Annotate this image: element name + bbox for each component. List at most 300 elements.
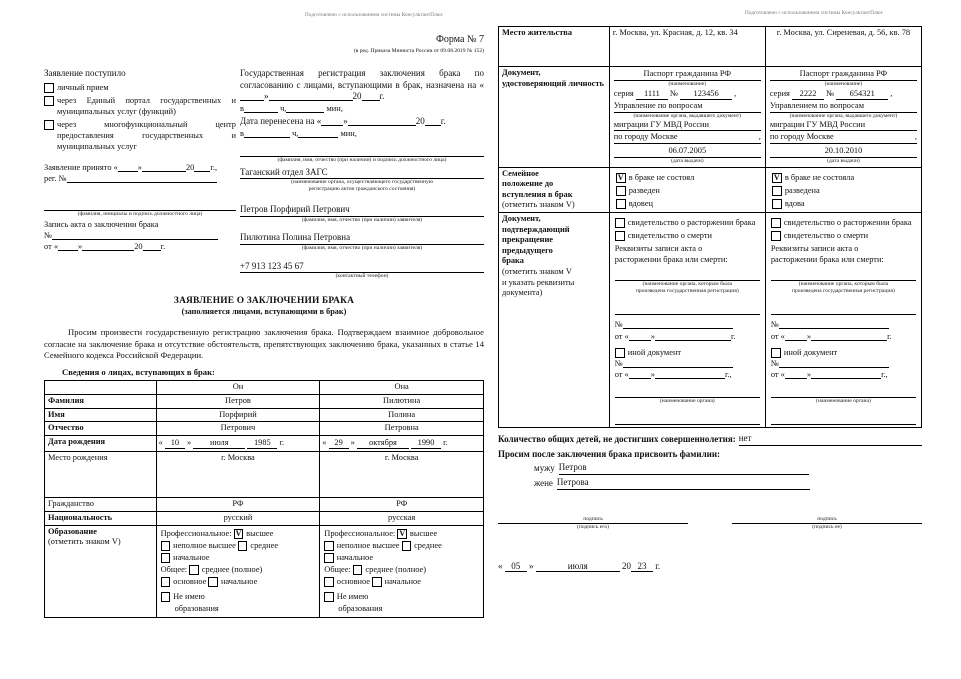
prev-other-from-mid-her: » [806, 369, 812, 379]
intake-option-label: через многофункциональный центр предоставления государственных и муниципальных услуг [57, 119, 236, 151]
prev-other-month-field-her[interactable] [811, 369, 861, 379]
registration-year-label: 20 [352, 91, 362, 102]
prev-no-line-him [615, 319, 760, 330]
edu-none-him: Не имею [173, 591, 205, 601]
identity-issuer2-him: миграции ГУ МВД России [614, 120, 761, 132]
accepted-year-field[interactable] [194, 162, 210, 172]
prev-month-field-her[interactable] [811, 331, 865, 341]
marital-label-1: Семейное [502, 168, 539, 178]
applicant-phone: +7 913 123 45 67 [240, 261, 484, 274]
intake-and-registration [44, 68, 484, 280]
postponed-minute-field[interactable] [298, 128, 338, 138]
edu-general-primary-him: начальное [220, 576, 258, 586]
prev-requisites-him-2: расторжении брака или смерти: [614, 255, 728, 265]
signature-caption-him: (подпись его) [576, 523, 610, 530]
row-label-prev-marriage [499, 212, 610, 427]
act-suffix: г. [160, 242, 166, 252]
education-label-hint: (отметить знаком V) [48, 537, 121, 547]
signature-label-him: подпись [583, 515, 603, 522]
official-signature-caption: (фамилия, инициалы и подпись должностного лица) [77, 211, 203, 217]
marital-label-4: (отметить знаком V) [502, 200, 575, 210]
accepted-month-field[interactable] [142, 162, 186, 172]
edu-general-basic-her: основное [336, 576, 371, 586]
registration-month-field[interactable] [269, 91, 353, 101]
cell-surname-him: Петров [156, 394, 320, 408]
edu-general-basic-him: основное [173, 576, 207, 586]
edu-none-him-line2: образования [174, 603, 219, 613]
prev-other-from-label-her: от « [770, 369, 785, 379]
birth-month-her: октября [357, 438, 409, 450]
birth-year-him: 1985 [247, 438, 277, 450]
edu-prof-row-him [161, 529, 316, 540]
act-date-line [44, 241, 236, 252]
edu-general-full-her: среднее (полное) [365, 564, 427, 574]
number-value-her: 654321 [836, 89, 888, 101]
prev-org-field-her[interactable] [771, 270, 916, 281]
husband-label: мужу [534, 463, 555, 474]
identity-date-her: 20.10.2010 [770, 146, 917, 158]
cell-birthdate-her: « 29 » октября 1990 г. [320, 435, 484, 452]
intake-option-mfc[interactable] [44, 119, 236, 152]
prev-date-line-him [615, 331, 760, 342]
prev-year-field-her[interactable] [865, 331, 887, 341]
identity-docname-caption-her: (наименование) [824, 80, 863, 87]
marital-label-her-2: вдова [784, 198, 805, 208]
identity-issuer3-him: по городу Москве , [614, 132, 761, 144]
identity-issuer1-her: Управлением по вопросам [770, 101, 917, 113]
intake-option-personal[interactable] [44, 82, 236, 93]
cell-firstname-her: Полина [320, 408, 484, 422]
prev-orgname-field-her[interactable] [771, 387, 916, 398]
applicant-caption-him: (фамилия, имя, отчество (при наличии) заявителя) [301, 216, 423, 223]
table-row-identity [499, 67, 922, 168]
checkbox-icon[interactable] [615, 348, 625, 358]
prev-org-caption-him-2: произведена государственная регистрация) [635, 288, 739, 295]
checkbox-icon[interactable] [44, 120, 54, 130]
cell-marital-him [609, 167, 765, 212]
registration-text-body: Государственная регистрация заключения брака по согласованию с лицами, вступающими в брак, назначена на « [240, 68, 484, 90]
edu-prof-higher-him: высшее [246, 528, 274, 538]
act-day-field[interactable] [58, 241, 78, 251]
registration-hours-label: ч, [280, 103, 287, 113]
accepted-prefix: Заявление принято « [44, 162, 118, 172]
cell-prev-marriage-him [609, 212, 765, 427]
prev-date-line-her [771, 331, 916, 342]
col-header-her: Она [320, 381, 484, 395]
prev-requisites-her-1: Реквизиты записи акта о [770, 243, 859, 253]
row-label-citizenship: Гражданство [45, 498, 157, 512]
prev-other-year-field-him[interactable] [705, 369, 725, 379]
prev-divorce-label-him: свидетельство о расторжении брака [627, 217, 756, 227]
date-year-prefix: 20 [622, 560, 631, 571]
prev-from-label-him: от « [614, 331, 629, 341]
marital-label-him-1: разведен [628, 185, 660, 195]
identity-date-caption-him: (дата выдачи) [670, 157, 704, 164]
prev-other-date-line-him [615, 369, 760, 380]
prev-no-field-him[interactable] [623, 319, 733, 329]
official-signature-line[interactable] [44, 200, 236, 211]
identity-issuer3-text-her: по городу Москве [769, 132, 834, 142]
prev-day-field-him[interactable] [629, 331, 651, 341]
checkbox-icon[interactable] [324, 553, 334, 563]
postponed-minutes-label: мин, [340, 128, 357, 138]
marital-option-her-divorced[interactable] [772, 185, 915, 196]
series-label-him: серия [613, 88, 634, 98]
identity-issuer-caption-her: (наименование органа, выдавшего документ) [789, 112, 898, 119]
checkbox-icon[interactable] [402, 541, 412, 551]
checkbox-icon[interactable] [772, 186, 782, 196]
prev-no-label-him: № [614, 320, 623, 330]
marital-label-her-1: разведена [784, 185, 820, 195]
postponed-day-field[interactable] [321, 116, 343, 126]
signature-block-him [498, 516, 688, 531]
row-label-marital [499, 167, 610, 212]
table-row [45, 394, 484, 408]
prev-opt-death-her[interactable] [771, 230, 916, 241]
prev-other-no-field-him[interactable] [623, 358, 733, 368]
prev-other-day-field-him[interactable] [629, 369, 651, 379]
postponed-in-label: в [240, 128, 244, 138]
prev-other-doc-her[interactable] [771, 347, 916, 358]
checkbox-icon[interactable] [397, 529, 407, 539]
checkbox-icon[interactable] [615, 218, 625, 228]
intake-heading: Заявление поступило [44, 68, 126, 78]
act-year-label: 20 [134, 242, 143, 252]
prev-opt-divorce-him[interactable] [615, 217, 760, 228]
prev-other-no-label-him: № [614, 358, 623, 368]
postponed-year-label: 20 [415, 115, 425, 126]
prev-from-mid-her: » [806, 331, 812, 341]
checkbox-icon[interactable] [324, 541, 334, 551]
reg-number-label: рег. № [44, 173, 67, 183]
cell-surname-her: Пилютина [320, 394, 484, 408]
prev-label-2: подтверждающий [502, 224, 570, 234]
prev-orgname-field-him[interactable] [615, 387, 760, 398]
cell-identity-him [609, 67, 765, 168]
cell-residence-her: г. Москва, ул. Сиреневая, д. 56, кв. 78 [765, 27, 921, 67]
prev-other-no-field-her[interactable] [779, 358, 889, 368]
edu-primary-row-her [324, 553, 479, 564]
edu-general-basic-row-her [324, 577, 479, 588]
prev-org-caption-him-1: (наименование органа, которым была [642, 281, 732, 288]
postponed-year-field[interactable] [425, 116, 441, 126]
identity-issuer-caption-him: (наименование органа, выдавшего документ) [633, 112, 742, 119]
table-row-birthdate [45, 435, 484, 452]
cell-identity-her [765, 67, 921, 168]
prev-no-line-her [771, 319, 916, 330]
postponed-hour-field[interactable] [244, 128, 290, 138]
checkbox-icon[interactable] [161, 577, 171, 587]
table-row [45, 452, 484, 498]
table-row [45, 511, 484, 525]
prev-divorce-label-her: свидетельство о расторжении брака [783, 217, 912, 227]
identity-date-caption-her: (дата выдачи) [827, 157, 860, 164]
left-column [44, 26, 484, 618]
table-header-row [45, 381, 484, 395]
persons-heading: Сведения о лицах, вступающих в брак: [62, 367, 215, 378]
prev-orgname-caption-her: (наименование органа) [816, 398, 871, 405]
edu-general-label-him: Общее: [160, 564, 188, 574]
prev-label-6: (отметить знаком V [502, 266, 572, 276]
row-label-birthdate: Дата рождения [45, 435, 157, 452]
edu-prof-row-her [324, 529, 479, 540]
edu-general-label-her: Общее: [324, 564, 351, 574]
children-label: Количество общих детей, не достигших совершеннолетия: [498, 434, 736, 445]
row-label-surname: Фамилия [45, 394, 157, 408]
edu-general-basic-row-him [161, 577, 316, 588]
series-label-her: серия [769, 88, 790, 98]
row-label-education [45, 525, 157, 618]
act-from-label: от « [44, 242, 59, 252]
prev-day-field-her[interactable] [785, 331, 807, 341]
date-suffix: г. [655, 560, 661, 571]
intake-option-label: через Единый портал государственных и муниципальных услуг (функций) [57, 95, 236, 116]
prev-other-month-field-him[interactable] [655, 369, 705, 379]
prev-suffix-him: г. [730, 331, 736, 341]
checkbox-icon[interactable] [616, 186, 626, 196]
checkbox-icon[interactable] [44, 83, 54, 93]
checkbox-icon[interactable] [771, 231, 781, 241]
postponed-month-field[interactable] [348, 116, 416, 126]
edu-prof-higher-her: высшее [409, 528, 438, 538]
identity-issuer2-her: миграции ГУ МВД России [770, 120, 917, 132]
prev-label-8: документа) [502, 288, 543, 298]
accepted-day-field[interactable] [118, 162, 138, 172]
table-row [45, 408, 484, 422]
zags-caption-line1: (наименование органа, осуществляющего государственную [290, 179, 433, 186]
cell-citizenship-her: РФ [320, 498, 484, 512]
registration-minute-field[interactable] [286, 103, 324, 113]
identity-docname-him: Паспорт гражданина РФ [614, 69, 761, 81]
prev-year-field-him[interactable] [709, 331, 731, 341]
postponed-time-line [240, 128, 484, 139]
edu-general-primary-her: начальное [384, 576, 421, 586]
act-number-field[interactable] [52, 230, 218, 240]
act-year-field[interactable] [143, 241, 161, 251]
marital-option-him-single[interactable] [616, 172, 759, 183]
row-label-nationality: Национальность [45, 511, 157, 525]
intake-option-portal[interactable] [44, 95, 236, 117]
edu-none-row-him [161, 592, 316, 603]
applicant-name-him: Петров Порфирий Петрович [240, 204, 484, 217]
right-details-table [498, 26, 922, 428]
identity-issuer1-him: Управление по вопросам [614, 101, 761, 113]
signature-label-her: подпись [817, 515, 837, 522]
checkbox-icon[interactable] [234, 529, 244, 539]
prev-org-field2-her[interactable] [771, 304, 916, 315]
edu-primary-her: начальное [336, 552, 374, 562]
birth-day-her: 29 [329, 438, 349, 450]
checkbox-icon[interactable] [616, 173, 626, 183]
prev-suffix-her: г. [887, 331, 892, 341]
prev-death-label-him: свидетельство о смерти [627, 230, 713, 240]
cell-patronymic-her: Петровна [320, 422, 484, 436]
cell-education-him [156, 525, 320, 618]
cell-birthplace-him: г. Москва [156, 452, 320, 498]
prev-requisites-him-1: Реквизиты записи акта о [614, 243, 703, 253]
checkbox-icon[interactable] [189, 565, 199, 575]
checkbox-icon[interactable] [324, 577, 334, 587]
registration-official-line[interactable] [240, 146, 484, 157]
postponed-hours-label: ч, [292, 128, 299, 138]
table-row [45, 498, 484, 512]
table-row-education [45, 525, 484, 618]
act-month-field[interactable] [82, 241, 134, 251]
accepted-year-label: 20 [185, 162, 195, 172]
edu-primary-row-him [161, 553, 316, 564]
checkbox-icon[interactable] [161, 592, 171, 602]
row-label-birthplace: Место рождения [45, 452, 157, 498]
prev-requisites-her-2: расторжении брака или смерти: [770, 255, 884, 265]
prev-other-year-field-her[interactable] [861, 369, 881, 379]
prev-label-7: и указать реквизиты [502, 277, 575, 287]
prev-no-field-her[interactable] [779, 319, 889, 329]
edu-general-row-him [161, 565, 316, 576]
wife-surname-line [498, 477, 922, 490]
registration-official-caption: (фамилия, имя, отчество (при наличии) и подпись должностного лица) [277, 156, 447, 163]
edu-incomplete-him: неполное высшее [173, 540, 236, 550]
reg-number-line [44, 173, 236, 184]
row-label-patronymic: Отчество [45, 422, 157, 436]
birth-day-him: 10 [165, 438, 185, 450]
edu-none-her: Не имею [336, 591, 369, 601]
registration-hour-field[interactable] [244, 103, 278, 113]
checkbox-icon[interactable] [615, 231, 625, 241]
number-label-him: № [669, 88, 678, 98]
children-line [498, 433, 922, 446]
prev-opt-death-him[interactable] [615, 230, 760, 241]
table-row-marital [499, 167, 922, 212]
prev-other-day-field-her[interactable] [785, 369, 807, 379]
postponed-line [240, 116, 484, 128]
cell-patronymic-him: Петрович [156, 422, 320, 436]
checkbox-icon[interactable] [324, 592, 334, 602]
identity-issuer3-text-him: по городу Москве [613, 132, 678, 142]
checkbox-icon[interactable] [372, 577, 382, 587]
prev-from-label-her: от « [770, 331, 785, 341]
identity-series-line-her: серия 2222 № 654321 , [770, 89, 917, 101]
signature-row [498, 516, 922, 531]
cell-nationality-her: русская [320, 511, 484, 525]
cell-residence-him: г. Москва, ул. Красная, д. 12, кв. 34 [609, 27, 765, 67]
husband-surname-line [498, 462, 922, 475]
checkbox-icon[interactable] [161, 541, 171, 551]
marital-option-her-widow[interactable] [772, 198, 915, 209]
form-reference: (в ред. Приказа Минюста России от 09.08.2019 № 152) [353, 48, 484, 54]
checkbox-icon[interactable] [616, 199, 626, 209]
prev-orgname-caption-him: (наименование органа) [659, 398, 715, 405]
prev-other-no-line-her [771, 358, 916, 369]
cell-nationality-him: русский [156, 511, 320, 525]
edu-none-her-line2: образования [338, 603, 383, 613]
date-open-quote: « [498, 560, 503, 571]
prev-other-label-her: иной документ [783, 347, 838, 357]
checkbox-icon[interactable] [353, 565, 363, 575]
applicant-name-her: Пилютина Полина Петровна [240, 232, 484, 245]
prev-other-no-label-her: № [770, 358, 779, 368]
checkbox-icon[interactable] [772, 199, 782, 209]
prev-org-field-him[interactable] [615, 270, 760, 281]
act-record-label: Запись акта о заключении брака [44, 220, 159, 229]
checkbox-icon[interactable] [44, 96, 54, 106]
watermark-right: Подготовлено с использованием системы КонсультантПлюс [745, 10, 884, 16]
date-close-quote: » [529, 560, 534, 571]
reg-number-field[interactable] [67, 173, 217, 183]
edu-prof-label-her: Профессиональное: [324, 528, 396, 538]
edu-general-row-her [324, 565, 479, 576]
identity-docname-caption-him: (наименование) [668, 80, 707, 87]
edu-incomplete-row-him [161, 541, 316, 552]
watermark-left: Подготовлено с использованием системы КонсультантПлюс [305, 12, 444, 18]
marital-option-him-widower[interactable] [616, 198, 759, 209]
prev-label-4: предыдущего [502, 245, 553, 255]
act-from-mid: » [78, 242, 83, 252]
registration-year-field[interactable] [362, 91, 380, 101]
marital-label-her-0: в браке не состояла [784, 172, 855, 182]
prev-other-no-line-him [615, 358, 760, 369]
row-label-firstname: Имя [45, 408, 157, 422]
signature-block-her [732, 516, 922, 531]
wife-label: жене [534, 477, 553, 488]
children-value: нет [739, 433, 922, 446]
declaration-body: Просим произвести государственную регистрацию заключения брака. Подтверждаем взаимное добровольное согласие на заключение брака и отсутствие обстоятельств, препятствующих заключению брака, указанных в статье 14 Семейного кодекса Российской Федерации. [44, 327, 484, 360]
checkbox-icon[interactable] [771, 348, 781, 358]
prev-orgname-field2-her[interactable] [771, 414, 916, 425]
prev-death-label-her: свидетельство о смерти [783, 230, 869, 240]
prev-org-field2-him[interactable] [615, 304, 760, 315]
identity-date-him: 06.07.2005 [614, 146, 761, 158]
series-value-her: 2222 [792, 89, 824, 101]
registration-day-field[interactable] [240, 91, 264, 101]
intake-block [44, 68, 240, 280]
cell-birthplace-her: г. Москва [320, 452, 484, 498]
cell-citizenship-him: РФ [156, 498, 320, 512]
cell-marital-her [765, 167, 921, 212]
edu-general-full-him: среднее (полное) [201, 564, 263, 574]
prev-orgname-field2-him[interactable] [615, 414, 760, 425]
registration-time-line [240, 103, 484, 114]
prev-other-suffix-him: г., [724, 369, 732, 379]
identity-series-line-him: серия 1111 № 123456 , [614, 89, 761, 101]
prev-other-suffix-her: г., [881, 369, 888, 379]
date-year: 23 [631, 561, 653, 572]
marital-option-her-single[interactable] [772, 172, 915, 183]
number-value-him: 123456 [680, 89, 732, 101]
marital-label-3: вступления в брак [502, 189, 573, 199]
marital-label-2: положение до [502, 179, 554, 189]
checkbox-icon[interactable] [161, 553, 171, 563]
prev-no-label-her: № [770, 320, 779, 330]
registration-text [240, 68, 484, 103]
checkbox-icon[interactable] [208, 577, 218, 587]
series-value-him: 1111 [636, 89, 668, 101]
checkbox-icon[interactable] [772, 173, 782, 183]
checkbox-icon[interactable] [771, 218, 781, 228]
cell-firstname-him: Порфирий [156, 408, 320, 422]
prev-opt-divorce-her[interactable] [771, 217, 916, 228]
prev-other-label-him: иной документ [627, 347, 682, 357]
intake-option-label: личный прием [57, 82, 109, 92]
prev-other-doc-him[interactable] [615, 347, 760, 358]
act-number-line [44, 230, 236, 241]
date-day: 05 [505, 561, 527, 572]
postponed-suffix: г. [440, 115, 446, 126]
marital-option-him-divorced[interactable] [616, 185, 759, 196]
accepted-mid: » [137, 162, 142, 172]
prev-month-field-him[interactable] [655, 331, 709, 341]
husband-surname-value: Петров [559, 462, 809, 475]
checkbox-icon[interactable] [238, 541, 248, 551]
